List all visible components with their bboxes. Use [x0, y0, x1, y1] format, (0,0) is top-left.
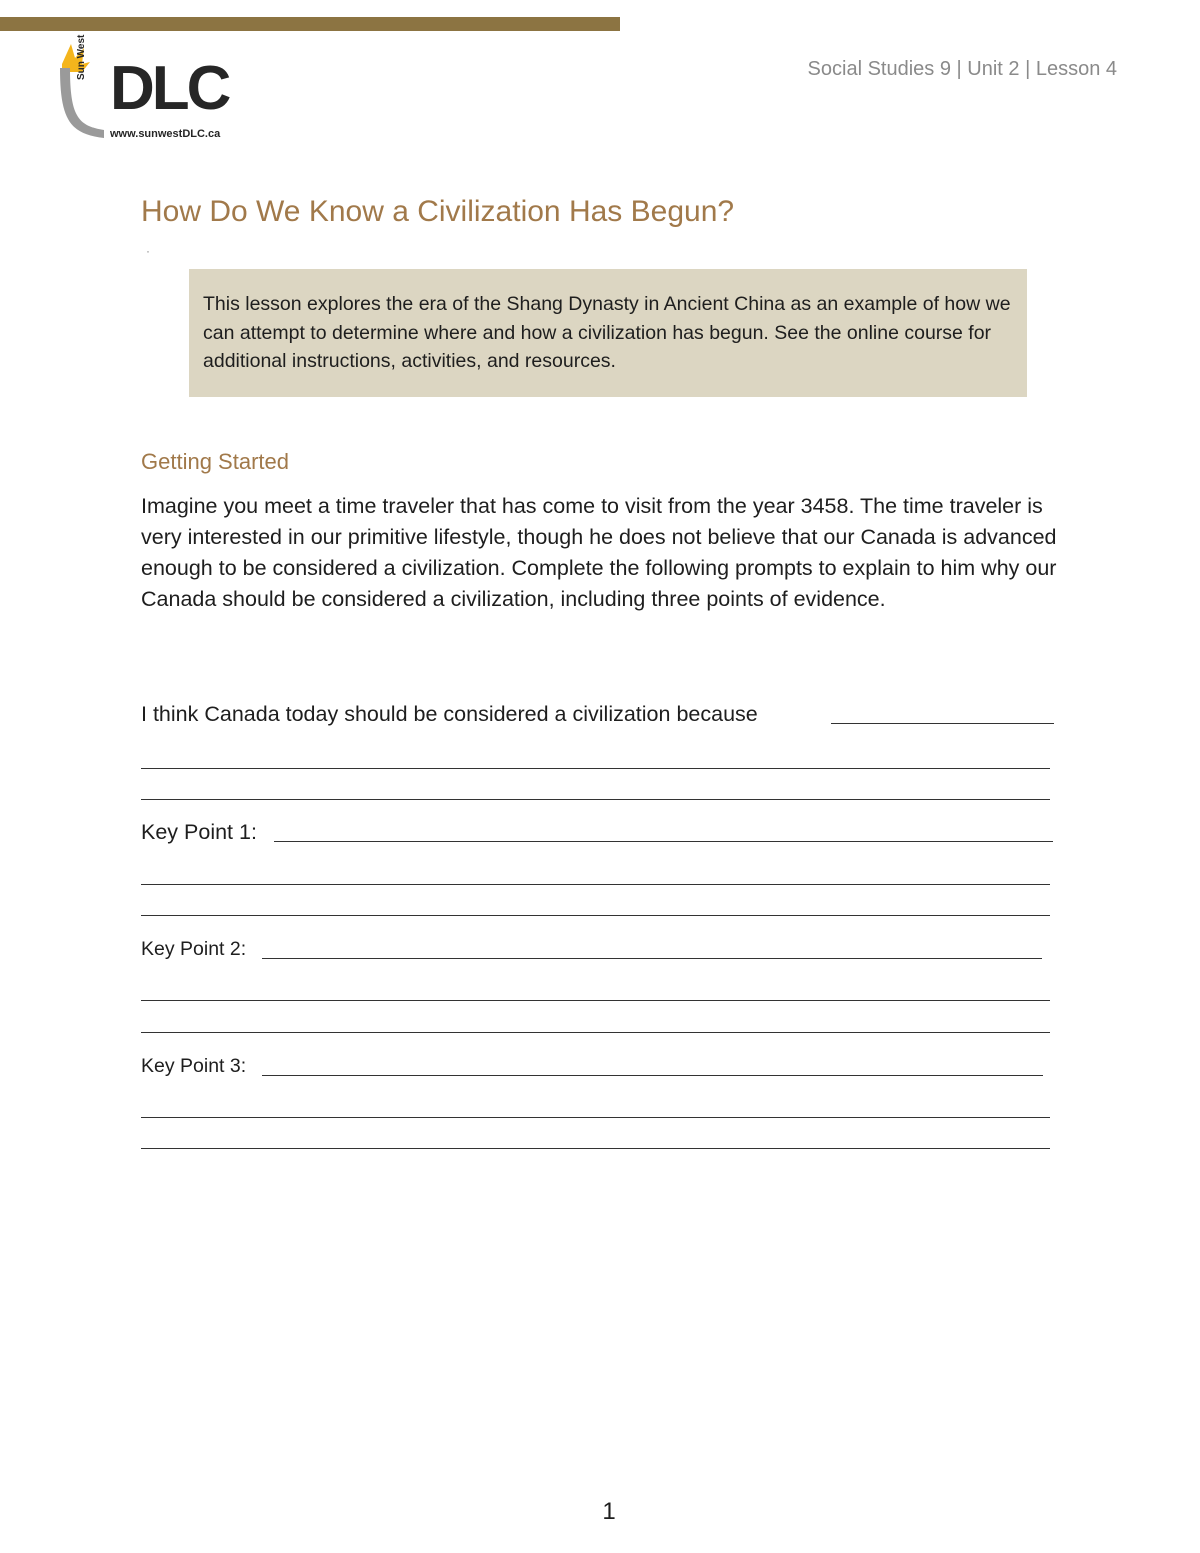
- page-number: 1: [602, 1498, 616, 1525]
- claim-prompt: I think Canada today should be considered a civilization because: [141, 702, 758, 726]
- key-point-2-answer-line[interactable]: [141, 1000, 1050, 1001]
- key-point-3-answer-line[interactable]: [262, 1075, 1043, 1076]
- key-point-3-answer-line[interactable]: [141, 1148, 1050, 1149]
- claim-answer-line[interactable]: [831, 723, 1054, 724]
- key-point-1-answer-line[interactable]: [141, 915, 1050, 916]
- logo-dlc-text: DLC: [110, 54, 229, 123]
- logo-url: www.sunwestDLC.ca: [110, 128, 221, 140]
- course-info: Social Studies 9 | Unit 2 | Lesson 4: [807, 58, 1117, 80]
- lesson-note-text: This lesson explores the era of the Shang Dynasty in Ancient China as an example of how we can attempt to determine where and how a civilization has begun. See the online course for additional instructions, activities, and resources.: [203, 293, 1011, 372]
- key-point-2-answer-line[interactable]: [262, 958, 1042, 959]
- claim-answer-line[interactable]: [141, 799, 1050, 800]
- key-point-2-answer-line[interactable]: [141, 1032, 1050, 1033]
- logo-sunwest-text: Sun West: [76, 34, 87, 80]
- header-accent-bar: [0, 17, 620, 31]
- key-point-1-label: Key Point 1:: [141, 820, 257, 844]
- section-heading: Getting Started: [141, 449, 289, 474]
- claim-answer-line[interactable]: [141, 768, 1050, 769]
- key-point-1-answer-line[interactable]: [274, 841, 1053, 842]
- intro-paragraph: Imagine you meet a time traveler that has come to visit from the year 3458. The time traveler is very interested in our primitive lifestyle, though he does not believe that our Canada is advanced enough to be considered a civilization. Complete the following prompts to explain to him why our Canada should be considered a civilization, including three points of evidence.: [141, 494, 1057, 611]
- key-point-2-label: Key Point 2:: [141, 938, 247, 960]
- key-point-1-answer-line[interactable]: [141, 884, 1050, 885]
- sunwest-dlc-logo: [44, 34, 229, 146]
- lesson-note-box: [189, 269, 1027, 397]
- key-point-3-answer-line[interactable]: [141, 1117, 1050, 1118]
- stray-mark: ·: [146, 244, 150, 258]
- page-title: How Do We Know a Civilization Has Begun?: [141, 195, 735, 228]
- key-point-3-label: Key Point 3:: [141, 1055, 247, 1077]
